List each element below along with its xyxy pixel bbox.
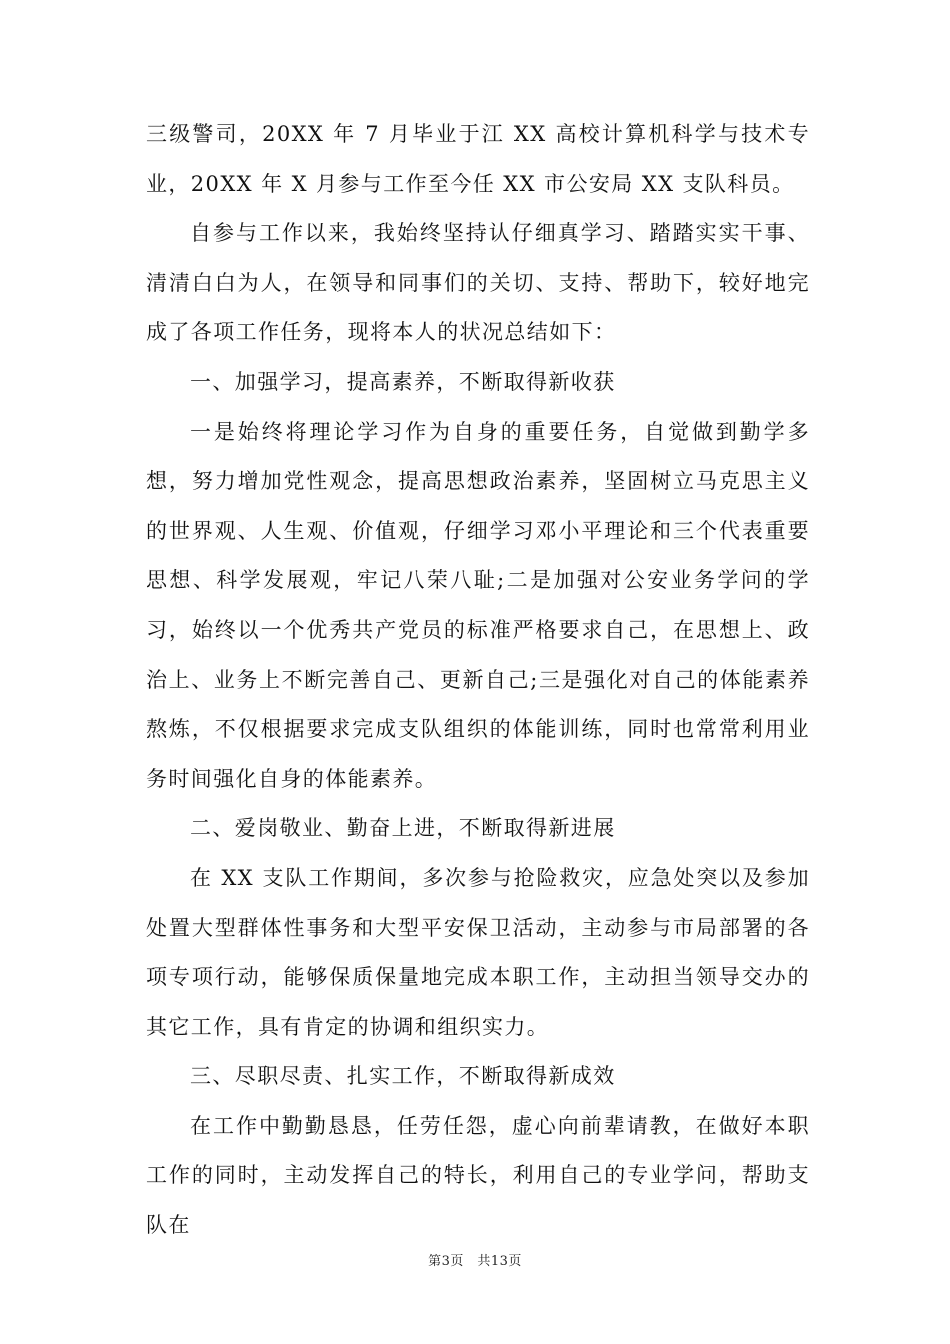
paragraph-5: 在工作中勤勤恳恳，任劳任怨，虚心向前辈请教，在做好本职工作的同时，主动发挥自己的特长，利用自己的专业学问，帮助支队在	[146, 1113, 810, 1238]
section-heading-3: 三、尽职尽责、扎实工作，不断取得新成效	[190, 1064, 616, 1089]
document-body	[146, 110, 810, 1251]
section-heading-1: 一、加强学习，提高素养，不断取得新收获	[190, 369, 616, 394]
page-number-footer: 第3页 共13页	[428, 1254, 522, 1269]
section-heading-2: 二、爱岗敬业、勤奋上进，不断取得新进展	[190, 816, 616, 841]
paragraph-4: 在 XX 支队工作期间，多次参与抢险救灾，应急处突以及参加处置大型群体性事务和大型平安保卫活动，主动参与市局部署的各项专项行动，能够保质保量地完成本职工作，主动担当领导交办的其它工作，具有肯定的协调和组织实力。	[146, 865, 810, 1039]
paragraph-3: 一是始终将理论学习作为自身的重要任务，自觉做到勤学多想，努力增加党性观念，提高思想政治素养，坚固树立马克思主义的世界观、人生观、价值观，仔细学习邓小平理论和三个代表重要思想、科学发展观，牢记八荣八耻;二是加强对公安业务学问的学习，始终以一个优秀共产党员的标准严格要求自己，在思想上、政治上、业务上不断完善自己、更新自己;三是强化对自己的体能素养熬炼，不仅根据要求完成支队组织的体能训练，同时也常常利用业务时间强化自身的体能素养。	[146, 419, 810, 791]
paragraph-1: 三级警司，20XX 年 7 月毕业于江 XX 高校计算机科学与技术专业，20XX 年 X 月参与工作至今任 XX 市公安局 XX 支队科员。	[146, 122, 810, 196]
paragraph-2: 自参与工作以来，我始终坚持认仔细真学习、踏踏实实干事、清清白白为人，在领导和同事们的关切、支持、帮助下，较好地完成了各项工作任务，现将本人的状况总结如下：	[146, 221, 810, 345]
